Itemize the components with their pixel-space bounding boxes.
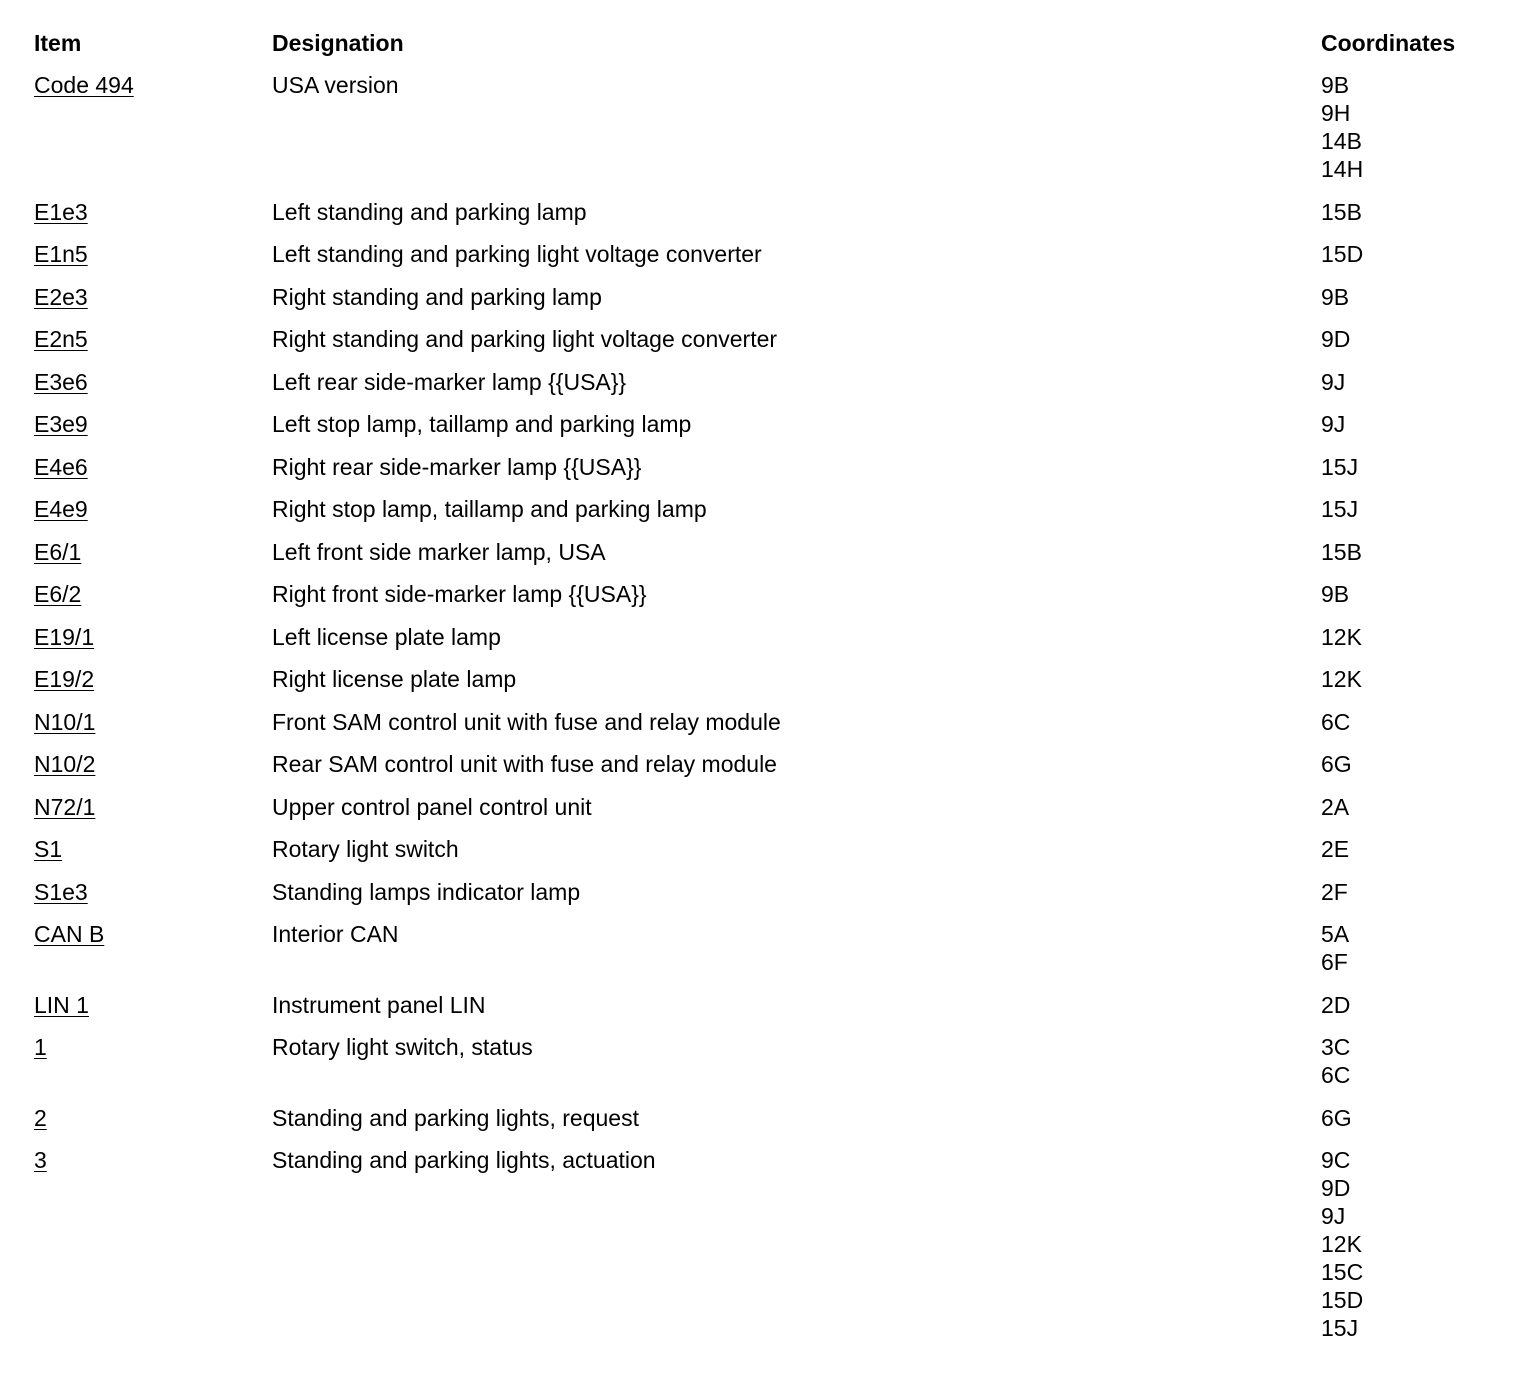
coordinate-value: 9B (1321, 283, 1350, 310)
coordinates-list (1321, 1146, 1363, 1342)
coordinates-list (1321, 325, 1350, 353)
coordinate-value: 2F (1321, 878, 1348, 905)
coordinates-list (1321, 708, 1350, 736)
coordinate-value: 15D (1321, 241, 1364, 267)
designation-text: Interior CAN (272, 921, 399, 947)
designation-text: Right rear side-marker lamp {{USA}} (272, 453, 642, 480)
coordinates-list (1321, 1033, 1350, 1089)
item-link[interactable]: CAN B (34, 921, 105, 947)
item-link[interactable]: E6/1 (34, 538, 82, 565)
table-row (0, 495, 1520, 538)
coordinates-list (1321, 580, 1349, 608)
item-link[interactable]: E19/1 (34, 623, 95, 650)
header-item: Item (34, 30, 82, 56)
coordinates-list (1321, 71, 1363, 183)
coordinate-value: 15J (1321, 496, 1359, 522)
table-row (0, 71, 1520, 198)
table-row (0, 283, 1520, 326)
coordinate-value: 14B (1321, 128, 1362, 154)
item-link[interactable]: E19/2 (34, 666, 95, 692)
coordinate-value: 9J (1321, 368, 1346, 395)
coordinate-value: 2E (1321, 836, 1350, 862)
coordinates-list (1321, 623, 1362, 651)
coordinates-list (1321, 750, 1352, 778)
table-row (0, 410, 1520, 453)
item-link[interactable]: E3e6 (34, 368, 88, 395)
table-row (0, 1033, 1520, 1104)
designation-text: Left standing and parking light voltage converter (272, 241, 762, 267)
coordinates-list (1321, 453, 1358, 481)
coordinates-list (1321, 665, 1362, 693)
coordinate-value: 6F (1321, 949, 1348, 975)
coordinate-value: 9B (1321, 72, 1350, 98)
coordinate-value: 3C (1321, 1034, 1351, 1060)
designation-text: Right license plate lamp (272, 666, 517, 692)
designation-text: Standing and parking lights, actuation (272, 1147, 656, 1173)
item-link[interactable]: E2n5 (34, 326, 88, 352)
table-row (0, 325, 1520, 368)
item-link[interactable]: Code 494 (34, 72, 134, 98)
table-row (0, 368, 1520, 411)
coordinate-value: 9J (1321, 1203, 1346, 1229)
designation-text: Rotary light switch, status (272, 1034, 533, 1060)
item-link[interactable]: LIN 1 (34, 991, 89, 1018)
coordinate-value: 9J (1321, 411, 1346, 437)
item-link[interactable]: E1n5 (34, 241, 88, 267)
coordinates-list (1321, 835, 1349, 863)
header-designation: Designation (272, 30, 404, 56)
item-link[interactable]: 3 (34, 1147, 47, 1173)
table-row (0, 1146, 1520, 1357)
table-row (0, 878, 1520, 921)
item-link[interactable]: S1e3 (34, 878, 88, 905)
designation-text: Standing lamps indicator lamp (272, 878, 581, 905)
designation-text: Left rear side-marker lamp {{USA}} (272, 368, 627, 395)
designation-text: Right stop lamp, taillamp and parking lamp (272, 496, 707, 522)
item-link[interactable]: E4e6 (34, 453, 88, 480)
table-row (0, 240, 1520, 283)
coordinate-value: 9D (1321, 1175, 1351, 1201)
table-row (0, 538, 1520, 581)
coordinate-value: 6C (1321, 1062, 1351, 1088)
table-row (0, 580, 1520, 623)
item-link[interactable]: N72/1 (34, 793, 96, 820)
coordinate-value: 12K (1321, 1231, 1362, 1257)
designation-text: Left standing and parking lamp (272, 198, 587, 225)
designation-text: Right standing and parking lamp (272, 283, 602, 310)
coordinate-value: 15B (1321, 538, 1362, 565)
table-row (0, 750, 1520, 793)
coordinate-value: 6G (1321, 1104, 1352, 1131)
coordinates-list (1321, 198, 1362, 226)
coordinate-value: 9H (1321, 100, 1351, 126)
coordinate-value: 6C (1321, 708, 1351, 735)
item-link[interactable]: N10/1 (34, 708, 96, 735)
coordinates-list (1321, 878, 1348, 906)
item-link[interactable]: E1e3 (34, 198, 88, 225)
table-row (0, 793, 1520, 836)
coordinate-value: 5A (1321, 921, 1350, 947)
coordinate-value: 9D (1321, 326, 1351, 352)
coordinates-list (1321, 538, 1362, 566)
item-link[interactable]: E4e9 (34, 496, 88, 522)
coordinate-value: 12K (1321, 666, 1362, 692)
table-row (0, 835, 1520, 878)
coordinates-list (1321, 240, 1363, 268)
designation-text: Right front side-marker lamp {{USA}} (272, 581, 647, 607)
designation-text: Rotary light switch (272, 836, 459, 862)
coordinates-list (1321, 283, 1349, 311)
coordinates-list (1321, 410, 1345, 438)
coordinates-list (1321, 495, 1358, 523)
designation-text: Right standing and parking light voltage converter (272, 326, 778, 352)
item-link[interactable]: E2e3 (34, 283, 88, 310)
designation-text: Left stop lamp, taillamp and parking lamp (272, 411, 692, 437)
coordinate-value: 15C (1321, 1259, 1364, 1285)
coordinate-value: 2A (1321, 793, 1350, 820)
item-link[interactable]: E6/2 (34, 581, 82, 607)
table-row (0, 991, 1520, 1034)
item-link[interactable]: E3e9 (34, 411, 88, 437)
item-link[interactable]: N10/2 (34, 751, 96, 777)
coordinate-value: 12K (1321, 623, 1362, 650)
coordinate-value: 9B (1321, 581, 1350, 607)
coordinate-value: 6G (1321, 751, 1352, 777)
designation-text: Front SAM control unit with fuse and relay module (272, 708, 781, 735)
coordinate-value: 2D (1321, 991, 1351, 1018)
coordinate-value: 14H (1321, 156, 1364, 182)
item-link[interactable]: S1 (34, 836, 63, 862)
table-row (0, 708, 1520, 751)
coordinate-value: 9C (1321, 1147, 1351, 1173)
designation-text: Upper control panel control unit (272, 793, 592, 820)
designation-text: Standing and parking lights, request (272, 1104, 639, 1131)
coordinates-list (1321, 1104, 1352, 1132)
designation-text: Left front side marker lamp, USA (272, 538, 606, 565)
coordinate-value: 15D (1321, 1287, 1364, 1313)
coordinates-list (1321, 991, 1350, 1019)
coordinate-value: 15J (1321, 1315, 1359, 1341)
table-header (0, 29, 1520, 57)
table-row (0, 453, 1520, 496)
coordinate-value: 15B (1321, 198, 1362, 225)
table-row (0, 623, 1520, 666)
designation-text: Rear SAM control unit with fuse and relay module (272, 751, 777, 777)
coordinates-list (1321, 793, 1349, 821)
table-body (0, 71, 1520, 1357)
table-row (0, 665, 1520, 708)
item-link[interactable]: 1 (34, 1034, 47, 1060)
coordinates-list (1321, 920, 1349, 976)
coordinates-list (1321, 368, 1345, 396)
table-row (0, 1104, 1520, 1147)
designation-text: USA version (272, 72, 399, 98)
table-row (0, 198, 1520, 241)
designation-text: Instrument panel LIN (272, 991, 486, 1018)
item-link[interactable]: 2 (34, 1104, 47, 1131)
table-row (0, 920, 1520, 991)
designation-text: Left license plate lamp (272, 623, 501, 650)
coordinate-value: 15J (1321, 453, 1359, 480)
header-coordinates: Coordinates (1321, 30, 1456, 56)
